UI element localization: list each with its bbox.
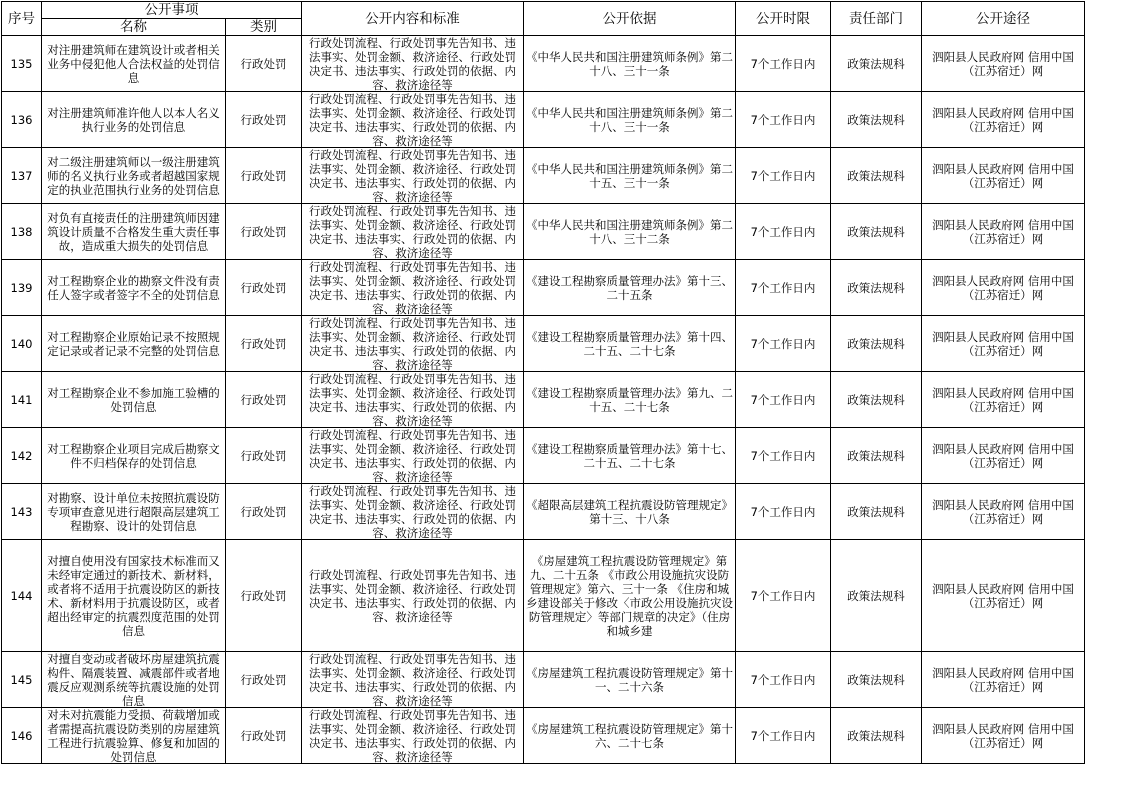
cell-channel-text: 泗阳县人民政府网 信用中国（江苏宿迁）网 xyxy=(932,497,1074,526)
cell-seq-text: 140 xyxy=(10,336,33,351)
cell-name xyxy=(42,92,226,148)
cell-department-text: 政策法规科 xyxy=(847,448,905,463)
cell-content-text: 行政处罚流程、行政处罚事先告知书、违法事实、处罚金额、救济途径、行政处罚决定书、违法事实、行政处罚的依据、内容、救济途径等 xyxy=(309,260,516,315)
cell-time-limit-text: 7个工作日内 xyxy=(750,672,816,687)
cell-seq xyxy=(2,708,42,764)
cell-content-text: 行政处罚流程、行政处罚事先告知书、违法事实、处罚金额、救济途径、行政处罚决定书、违法事实、行政处罚的依据、内容、救济途径等 xyxy=(309,372,516,427)
cell-basis xyxy=(524,36,736,92)
cell-category xyxy=(226,36,302,92)
cell-department xyxy=(831,204,922,260)
cell-category xyxy=(226,92,302,148)
header-basis: 公开依据 xyxy=(524,2,736,36)
cell-content xyxy=(302,540,524,652)
cell-department-text: 政策法规科 xyxy=(847,56,905,71)
cell-content-text: 行政处罚流程、行政处罚事先告知书、违法事实、处罚金额、救济途径、行政处罚决定书、违法事实、行政处罚的依据、内容、救济途径等 xyxy=(309,708,516,763)
table-row xyxy=(2,260,1085,316)
cell-category-text: 行政处罚 xyxy=(240,224,287,239)
cell-department xyxy=(831,484,922,540)
cell-name-text: 对注册建筑师在建筑设计或者相关业务中侵犯他人合法权益的处罚信息 xyxy=(47,42,220,85)
table-row xyxy=(2,372,1085,428)
cell-department xyxy=(831,540,922,652)
cell-category xyxy=(226,540,302,652)
table-row xyxy=(2,36,1085,92)
cell-seq-text: 144 xyxy=(10,588,33,603)
cell-content xyxy=(302,260,524,316)
cell-content xyxy=(302,204,524,260)
cell-department xyxy=(831,428,922,484)
cell-channel xyxy=(922,540,1085,652)
header-content: 公开内容和标准 xyxy=(302,2,524,36)
cell-time-limit xyxy=(736,260,831,316)
header-time-limit: 公开时限 xyxy=(736,2,831,36)
cell-name-text: 对擅自使用没有国家技术标准而又未经审定通过的新技术、新材料，或者将不适用于抗震设防区的新技术、新材料用于抗震设防区，或者超出经审定的抗震烈度范围的处罚信息 xyxy=(47,553,220,638)
cell-content-text: 行政处罚流程、行政处罚事先告知书、违法事实、处罚金额、救济途径、行政处罚决定书、违法事实、行政处罚的依据、内容、救济途径等 xyxy=(309,484,516,539)
header-department: 责任部门 xyxy=(831,2,922,36)
cell-name xyxy=(42,204,226,260)
cell-category-text: 行政处罚 xyxy=(240,280,287,295)
cell-channel-text: 泗阳县人民政府网 信用中国（江苏宿迁）网 xyxy=(932,665,1074,694)
table-row xyxy=(2,428,1085,484)
cell-name xyxy=(42,652,226,708)
cell-basis-text: 《建设工程勘察质量管理办法》第十三、二十五条 xyxy=(526,273,733,302)
cell-basis xyxy=(524,428,736,484)
cell-content-text: 行政处罚流程、行政处罚事先告知书、违法事实、处罚金额、救济途径、行政处罚决定书、违法事实、行政处罚的依据、内容、救济途径等 xyxy=(309,148,516,203)
cell-time-limit xyxy=(736,148,831,204)
cell-content xyxy=(302,372,524,428)
cell-seq-text: 142 xyxy=(10,448,33,463)
cell-channel xyxy=(922,36,1085,92)
cell-time-limit-text: 7个工作日内 xyxy=(750,504,816,519)
cell-category-text: 行政处罚 xyxy=(240,56,287,71)
cell-department-text: 政策法规科 xyxy=(847,224,905,239)
cell-channel xyxy=(922,428,1085,484)
cell-basis xyxy=(524,540,736,652)
cell-name-text: 对工程勘察企业项目完成后勘察文件不归档保存的处罚信息 xyxy=(47,441,220,470)
header-category: 类别 xyxy=(226,19,302,36)
cell-channel xyxy=(922,316,1085,372)
cell-content-text: 行政处罚流程、行政处罚事先告知书、违法事实、处罚金额、救济途径、行政处罚决定书、违法事实、行政处罚的依据、内容、救济途径等 xyxy=(309,567,516,624)
cell-department-text: 政策法规科 xyxy=(847,672,905,687)
disclosure-table xyxy=(1,1,1085,764)
cell-name xyxy=(42,260,226,316)
cell-category xyxy=(226,204,302,260)
cell-category-text: 行政处罚 xyxy=(240,336,287,351)
cell-category-text: 行政处罚 xyxy=(240,168,287,183)
cell-category-text: 行政处罚 xyxy=(240,448,287,463)
cell-content-text: 行政处罚流程、行政处罚事先告知书、违法事实、处罚金额、救济途径、行政处罚决定书、违法事实、行政处罚的依据、内容、救济途径等 xyxy=(309,92,516,147)
cell-name-text: 对工程勘察企业原始记录不按照规定记录或者记录不完整的处罚信息 xyxy=(47,329,220,358)
table-row xyxy=(2,708,1085,764)
cell-seq-text: 141 xyxy=(10,392,33,407)
cell-seq xyxy=(2,36,42,92)
cell-department-text: 政策法规科 xyxy=(847,168,905,183)
cell-time-limit xyxy=(736,484,831,540)
cell-time-limit xyxy=(736,652,831,708)
cell-channel-text: 泗阳县人民政府网 信用中国（江苏宿迁）网 xyxy=(932,385,1074,414)
cell-basis xyxy=(524,316,736,372)
cell-seq xyxy=(2,204,42,260)
cell-time-limit xyxy=(736,372,831,428)
cell-name-text: 对工程勘察企业的勘察文件没有责任人签字或者签字不全的处罚信息 xyxy=(47,273,220,302)
cell-basis xyxy=(524,92,736,148)
cell-content xyxy=(302,428,524,484)
cell-department xyxy=(831,148,922,204)
cell-seq xyxy=(2,428,42,484)
cell-department-text: 政策法规科 xyxy=(847,504,905,519)
cell-basis xyxy=(524,708,736,764)
cell-department xyxy=(831,316,922,372)
cell-category xyxy=(226,652,302,708)
cell-category-text: 行政处罚 xyxy=(240,112,287,127)
cell-category xyxy=(226,148,302,204)
cell-seq xyxy=(2,148,42,204)
cell-time-limit-text: 7个工作日内 xyxy=(750,336,816,351)
cell-category-text: 行政处罚 xyxy=(240,728,287,743)
cell-name xyxy=(42,36,226,92)
cell-name xyxy=(42,540,226,652)
table-row xyxy=(2,92,1085,148)
cell-time-limit xyxy=(736,316,831,372)
cell-time-limit xyxy=(736,708,831,764)
header-row-1 xyxy=(2,2,1085,19)
cell-name xyxy=(42,148,226,204)
table-row xyxy=(2,204,1085,260)
cell-time-limit xyxy=(736,36,831,92)
cell-category xyxy=(226,260,302,316)
cell-content-text: 行政处罚流程、行政处罚事先告知书、违法事实、处罚金额、救济途径、行政处罚决定书、违法事实、行政处罚的依据、内容、救济途径等 xyxy=(309,316,516,371)
cell-content xyxy=(302,316,524,372)
cell-time-limit xyxy=(736,428,831,484)
cell-basis xyxy=(524,148,736,204)
cell-basis xyxy=(524,204,736,260)
cell-channel-text: 泗阳县人民政府网 信用中国（江苏宿迁）网 xyxy=(932,581,1074,610)
cell-name-text: 对勘察、设计单位未按照抗震设防专项审查意见进行超限高层建筑工程勘察、设计的处罚信息 xyxy=(47,490,220,533)
header-channel: 公开途径 xyxy=(922,2,1085,36)
cell-content xyxy=(302,484,524,540)
cell-category-text: 行政处罚 xyxy=(240,392,287,407)
cell-channel-text: 泗阳县人民政府网 信用中国（江苏宿迁）网 xyxy=(932,49,1074,78)
cell-time-limit-text: 7个工作日内 xyxy=(750,588,816,603)
cell-time-limit xyxy=(736,92,831,148)
cell-category xyxy=(226,372,302,428)
cell-content-text: 行政处罚流程、行政处罚事先告知书、违法事实、处罚金额、救济途径、行政处罚决定书、违法事实、行政处罚的依据、内容、救济途径等 xyxy=(309,428,516,483)
cell-name xyxy=(42,428,226,484)
cell-seq xyxy=(2,316,42,372)
cell-department xyxy=(831,260,922,316)
cell-channel-text: 泗阳县人民政府网 信用中国（江苏宿迁）网 xyxy=(932,441,1074,470)
cell-content xyxy=(302,36,524,92)
cell-time-limit-text: 7个工作日内 xyxy=(750,168,816,183)
cell-name-text: 对工程勘察企业不参加施工验槽的处罚信息 xyxy=(47,385,220,414)
cell-basis xyxy=(524,260,736,316)
cell-basis-text: 《建设工程勘察质量管理办法》第十七、二十五、二十七条 xyxy=(526,441,733,470)
cell-name-text: 对擅自变动或者破坏房屋建筑抗震构件、隔震装置、减震部件或者地震反应观测系统等抗震设施的处罚信息 xyxy=(47,652,220,707)
cell-channel xyxy=(922,652,1085,708)
cell-time-limit-text: 7个工作日内 xyxy=(750,112,816,127)
cell-category xyxy=(226,484,302,540)
cell-time-limit-text: 7个工作日内 xyxy=(750,56,816,71)
cell-channel-text: 泗阳县人民政府网 信用中国（江苏宿迁）网 xyxy=(932,721,1074,750)
cell-basis-text: 《超限高层建筑工程抗震设防管理规定》第十三、十八条 xyxy=(526,497,733,526)
cell-seq xyxy=(2,260,42,316)
cell-basis-text: 《中华人民共和国注册建筑师条例》第二十八、三十一条 xyxy=(526,49,733,78)
cell-time-limit xyxy=(736,540,831,652)
header-name: 名称 xyxy=(42,19,226,36)
cell-department-text: 政策法规科 xyxy=(847,392,905,407)
table-row xyxy=(2,148,1085,204)
cell-content xyxy=(302,652,524,708)
cell-basis-text: 《房屋建筑工程抗震设防管理规定》第十一、二十六条 xyxy=(526,665,733,694)
cell-channel-text: 泗阳县人民政府网 信用中国（江苏宿迁）网 xyxy=(932,105,1074,134)
cell-name-text: 对未对抗震能力受损、荷载增加或者需提高抗震设防类别的房屋建筑工程进行抗震验算、修复和加固的处罚信息 xyxy=(47,708,220,763)
cell-category-text: 行政处罚 xyxy=(240,588,287,603)
cell-content-text: 行政处罚流程、行政处罚事先告知书、违法事实、处罚金额、救济途径、行政处罚决定书、违法事实、行政处罚的依据、内容、救济途径等 xyxy=(309,652,516,707)
cell-basis-text: 《中华人民共和国注册建筑师条例》第二十五、三十一条 xyxy=(526,161,733,190)
cell-channel xyxy=(922,708,1085,764)
cell-department xyxy=(831,92,922,148)
cell-time-limit-text: 7个工作日内 xyxy=(750,280,816,295)
cell-department-text: 政策法规科 xyxy=(847,588,905,603)
cell-seq-text: 135 xyxy=(10,56,33,71)
table-row xyxy=(2,540,1085,652)
cell-category xyxy=(226,316,302,372)
cell-category-text: 行政处罚 xyxy=(240,672,287,687)
cell-channel xyxy=(922,204,1085,260)
cell-seq xyxy=(2,372,42,428)
cell-channel xyxy=(922,372,1085,428)
cell-basis xyxy=(524,484,736,540)
cell-channel-text: 泗阳县人民政府网 信用中国（江苏宿迁）网 xyxy=(932,329,1074,358)
cell-department xyxy=(831,372,922,428)
cell-seq xyxy=(2,540,42,652)
table-row xyxy=(2,316,1085,372)
table-row xyxy=(2,652,1085,708)
cell-basis-text: 《房屋建筑工程抗震设防管理规定》第十六、二十七条 xyxy=(526,721,733,750)
cell-channel xyxy=(922,92,1085,148)
cell-category xyxy=(226,428,302,484)
cell-channel-text: 泗阳县人民政府网 信用中国（江苏宿迁）网 xyxy=(932,273,1074,302)
cell-time-limit-text: 7个工作日内 xyxy=(750,392,816,407)
cell-channel xyxy=(922,148,1085,204)
cell-department-text: 政策法规科 xyxy=(847,112,905,127)
cell-time-limit xyxy=(736,204,831,260)
table-row xyxy=(2,484,1085,540)
header-public-item: 公开事项 xyxy=(42,2,302,19)
cell-name xyxy=(42,372,226,428)
cell-name-text: 对注册建筑师准许他人以本人名义执行业务的处罚信息 xyxy=(47,105,220,134)
cell-seq-text: 143 xyxy=(10,504,33,519)
cell-time-limit-text: 7个工作日内 xyxy=(750,448,816,463)
cell-time-limit-text: 7个工作日内 xyxy=(750,728,816,743)
cell-seq-text: 146 xyxy=(10,728,33,743)
cell-basis xyxy=(524,652,736,708)
cell-seq xyxy=(2,484,42,540)
cell-content xyxy=(302,92,524,148)
cell-basis-text: 《房屋建筑工程抗震设防管理规定》第九、二十五条 《市政公用设施抗灾设防管理规定》第六、三十一条 《住房和城乡建设部关于修改〈市政公用设施抗灾设防管理规定〉等部门规章的决定》（住房和城乡建 xyxy=(526,553,733,638)
cell-name-text: 对二级注册建筑师以一级注册建筑师的名义执行业务或者超越国家规定的执业范围执行业务的处罚信息 xyxy=(47,154,220,197)
cell-time-limit-text: 7个工作日内 xyxy=(750,224,816,239)
cell-basis-text: 《中华人民共和国注册建筑师条例》第二十八、三十一条 xyxy=(526,105,733,134)
cell-content xyxy=(302,148,524,204)
cell-basis-text: 《建设工程勘察质量管理办法》第九、二十五、二十七条 xyxy=(526,385,733,414)
cell-channel-text: 泗阳县人民政府网 信用中国（江苏宿迁）网 xyxy=(932,161,1074,190)
cell-seq-text: 145 xyxy=(10,672,33,687)
cell-content xyxy=(302,708,524,764)
cell-channel xyxy=(922,260,1085,316)
cell-department-text: 政策法规科 xyxy=(847,280,905,295)
cell-department-text: 政策法规科 xyxy=(847,728,905,743)
cell-department xyxy=(831,652,922,708)
cell-channel-text: 泗阳县人民政府网 信用中国（江苏宿迁）网 xyxy=(932,217,1074,246)
cell-content-text: 行政处罚流程、行政处罚事先告知书、违法事实、处罚金额、救济途径、行政处罚决定书、违法事实、行政处罚的依据、内容、救济途径等 xyxy=(309,36,516,91)
cell-category-text: 行政处罚 xyxy=(240,504,287,519)
cell-name xyxy=(42,484,226,540)
cell-seq-text: 136 xyxy=(10,112,33,127)
cell-category xyxy=(226,708,302,764)
cell-department xyxy=(831,36,922,92)
cell-name-text: 对负有直接责任的注册建筑师因建筑设计质量不合格发生重大责任事故，造成重大损失的处罚信息 xyxy=(47,210,220,253)
header-seq: 序号 xyxy=(2,2,42,36)
cell-seq-text: 137 xyxy=(10,168,33,183)
cell-channel xyxy=(922,484,1085,540)
cell-content-text: 行政处罚流程、行政处罚事先告知书、违法事实、处罚金额、救济途径、行政处罚决定书、违法事实、行政处罚的依据、内容、救济途径等 xyxy=(309,204,516,259)
cell-seq xyxy=(2,652,42,708)
cell-department-text: 政策法规科 xyxy=(847,336,905,351)
cell-department xyxy=(831,708,922,764)
cell-seq-text: 138 xyxy=(10,224,33,239)
cell-basis xyxy=(524,372,736,428)
cell-seq-text: 139 xyxy=(10,280,33,295)
cell-name xyxy=(42,708,226,764)
cell-name xyxy=(42,316,226,372)
cell-seq xyxy=(2,92,42,148)
cell-basis-text: 《中华人民共和国注册建筑师条例》第二十八、三十二条 xyxy=(526,217,733,246)
cell-basis-text: 《建设工程勘察质量管理办法》第十四、二十五、二十七条 xyxy=(526,329,733,358)
